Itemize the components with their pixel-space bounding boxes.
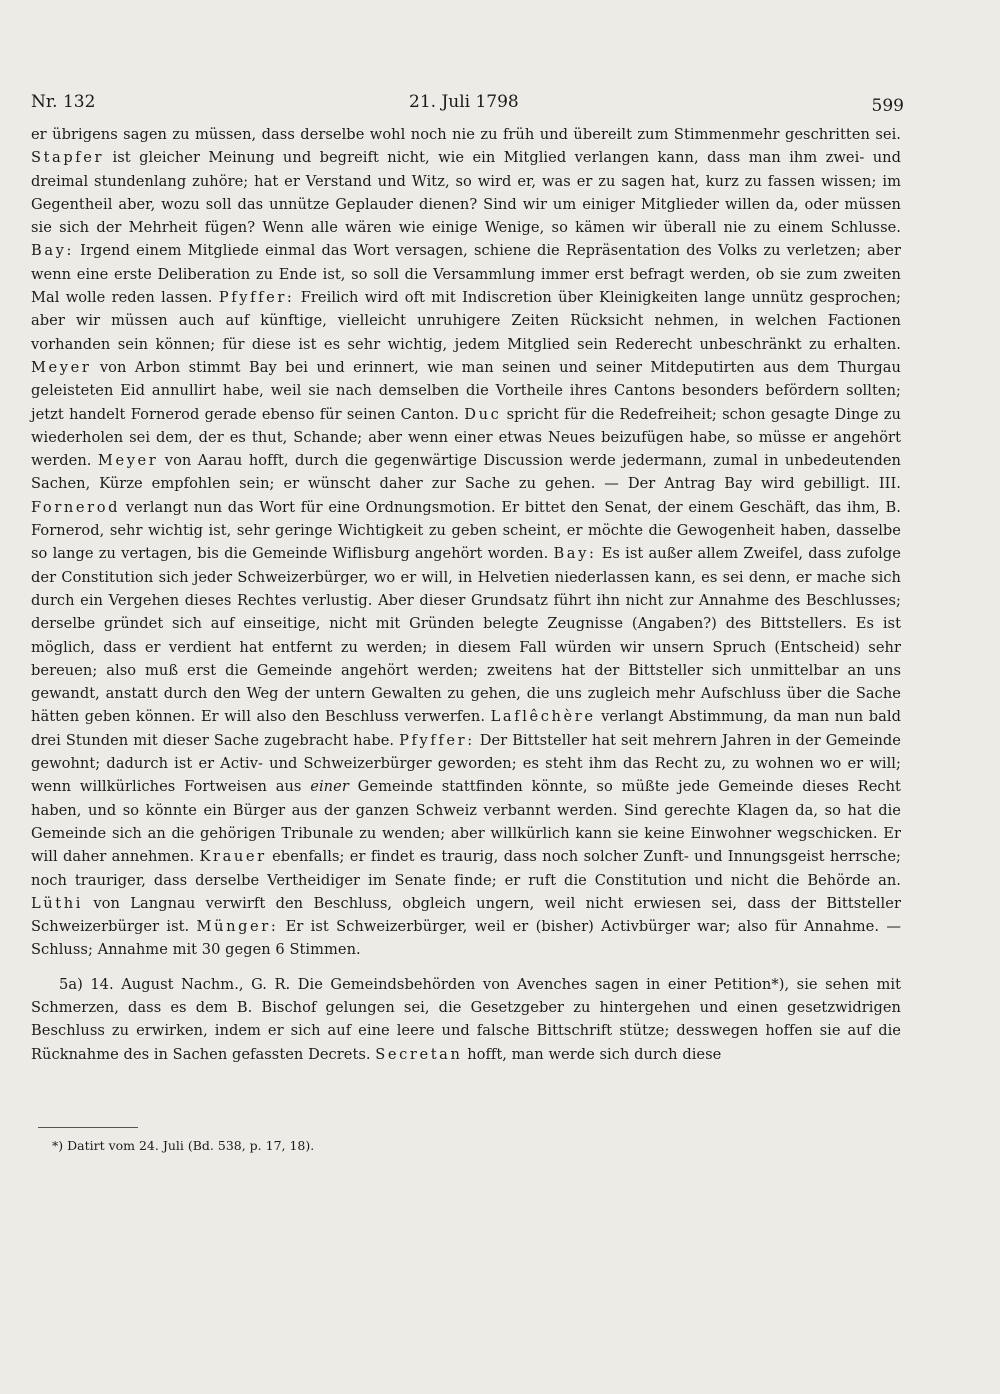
speaker-name: Fornerod [31,498,121,516]
speaker-name: Meyer [31,358,92,376]
text-run: von Arbon stimmt Bay bei und erinnert, wie man seinen und seiner Mitdeputirten aus dem Thurgau geleisteten Eid annullirt habe, weil sie nach demselben die Vortheile ihres Cantons besonders befördern sollten; jetzt handelt Fornerod gerade ebenso für seinen Canton. [31,358,901,423]
speaker-name: Pfyffer: [399,731,475,749]
text-run: er übrigens sagen zu müssen, dass derselbe wohl noch nie zu früh und übereilt zum Stimmenmehr geschritten sei. [31,126,901,143]
speaker-name: Bay: [553,545,597,563]
text-run: hofft, man werde sich durch diese [467,1045,722,1063]
document-date: 21. Juli 1798 [409,92,519,112]
paragraph [31,973,901,1066]
text-run: verlangt Abstimmung, da man nun bald drei Stunden mit dieser Sache zugebracht habe. [31,708,901,749]
text-run: ebenfalls; er findet es traurig, dass noch solcher Zunft- und Innungsgeist herrsche; noch trauriger, dass derselbe Vertheidiger im Senate finde; er ruft die Constitution und nicht die Behörde an. [31,848,901,889]
document-number: Nr. 132 [31,92,96,112]
speaker-name: Münger: [196,918,279,936]
speaker-name: Secretan [375,1045,463,1063]
text-run: von Aarau hofft, durch die gegenwärtige Discussion werde jedermann, zumal in unbedeutenden Sachen, Kürze empfohlen sein; er wünscht daher zur Sache zu gehen. — Der Antrag Bay wird gebilligt. III. [31,452,901,493]
footnote-divider [38,1127,138,1128]
text-run: spricht für die Redefreiheit; schon gesagte Dinge zu wiederholen sei dem, der es thut, Schande; aber wenn einer etwas Neues beizufügen habe, so müsse er angehört werden. [31,405,901,470]
footnote: *) Datirt vom 24. Juli (Bd. 538, p. 17, 18). [52,1138,315,1153]
italic-word: einer [310,778,349,796]
speaker-name: Bay: [31,242,74,260]
text-run: verlangt nun das Wort für eine Ordnungsmotion. Er bittet den Senat, der einem Geschäft, das ihm, B. Fornerod, sehr wichtig ist, sehr geringe Wichtigkeit zu geben scheint, er möchte die Gewogenheit haben, dasselbe so lange zu vertagen, bis die Gemeinde Wiflisburg angehört worden. [31,498,901,563]
body-text [31,123,901,1066]
text-run: Er ist Schweizerbürger, weil er (bisher) Activbürger war; also für Annahme. — Schluss; Annahme mit 30 gegen 6 Stimmen. [31,918,901,959]
speaker-name: Krauer [199,848,267,866]
speaker-name: Lüthi [31,894,84,912]
page-header [31,92,904,116]
text-run: Der Bittsteller hat seit mehrern Jahren in der Gemeinde gewohnt; dadurch ist er Activ- und Schweizerbürger geworden; es steht ihm das Recht zu, zu wohnen wo er will; wenn willkürliches Fortweisen aus [31,731,901,796]
page-number: 599 [871,96,904,116]
text-run: Irgend einem Mitgliede einmal das Wort versagen, schiene die Repräsentation des Volks zu verletzen; aber wenn eine erste Deliberation zu Ende ist, so soll die Versammlung immer erst befragt werden, ob sie zum zweiten Mal wolle reden lassen. [31,242,901,307]
speaker-name: Duc [464,405,502,423]
speaker-name: Meyer [97,452,159,470]
text-run: Gemeinde stattfinden könnte, so müßte jede Gemeinde dieses Recht haben, und so könnte ein Bürger aus der ganzen Schweiz verbannt werden. Sind gerechte Klagen da, so hat die Gemeinde sich an die gehörigen Tribunale zu wenden; aber willkürlich kann sie keine Einwohner wegschicken. Er will daher annehmen. [31,778,901,866]
speaker-name: Pfyffer: [218,289,295,307]
speaker-name: Laflêchère [490,708,596,726]
speaker-name: Stapfer [31,149,105,167]
paragraph [31,123,901,962]
text-run: Freilich wird oft mit Indiscretion über Kleinigkeiten lange unnütz gesprochen; aber wir müssen auch auf künftige, vielleicht unruhigere Zeiten Rücksicht nehmen, in welchen Factionen vorhanden sein können; für diese ist es sehr wichtig, jedem Mitglied sein Rederecht unbeschränkt zu erhalten. [31,289,901,353]
text-run: 5a) 14. August Nachm., G. R. Die Gemeindsbehörden von Avenches sagen in einer Petition*), sie sehen mit Schmerzen, dass es dem B. Bischof gelungen sei, die Gesetzgeber zu hintergehen und einen gesetzwidrigen Beschluss zu erwirken, indem er sich auf eine leere und falsche Bittschrift stütze; desswegen hoffen sie auf die Rücknahme des in Sachen gefassten Decrets. [31,975,901,1063]
text-run: ist gleicher Meinung und begreift nicht, wie ein Mitglied verlangen kann, dass man ihm zwei- und dreimal stundenlang zuhöre; hat er Verstand und Witz, so wird er, was er zu sagen hat, kurz zu fassen wissen; im Gegentheil aber, wozu soll das unnütze Geplauder dienen? Sind wir um einiger Mitglieder willen da, oder müssen sie sich der Mehrheit fügen? Wenn alle wären wie einige Wenige, so kämen wir überall nie zu einem Schlusse. [31,149,901,237]
text-run: von Langnau verwirft den Beschluss, obgleich ungern, weil nicht erwiesen sei, dass der Bittsteller Schweizerbürger ist. [31,894,901,936]
text-run: Es ist außer allem Zweifel, dass zufolge der Constitution sich jeder Schweizerbürger, wo er will, in Helvetien niederlassen kann, es sei denn, er mache sich durch ein Vergehen dieses Rechtes verlustig. Aber dieser Grundsatz führt ihn nicht zur Annahme des Beschlusses; derselbe gründet sich auf einseitige, nicht mit Gründen belegte Zeugnisse (Angaben?) des Bittstellers. Es ist möglich, dass er verdient hat entfernt zu werden; in diesem Fall würden wir unsern Spruch (Entscheid) sehr bereuen; also muß erst die Gemeinde angehört werden; zweitens hat der Bittsteller sich unmittelbar an uns gewandt, anstatt durch den Weg der untern Gewalten zu gehen, die uns zugleich mehr Aufschluss über die Sache hätten geben können. Er will also den Beschluss verwerfen. [31,545,901,726]
